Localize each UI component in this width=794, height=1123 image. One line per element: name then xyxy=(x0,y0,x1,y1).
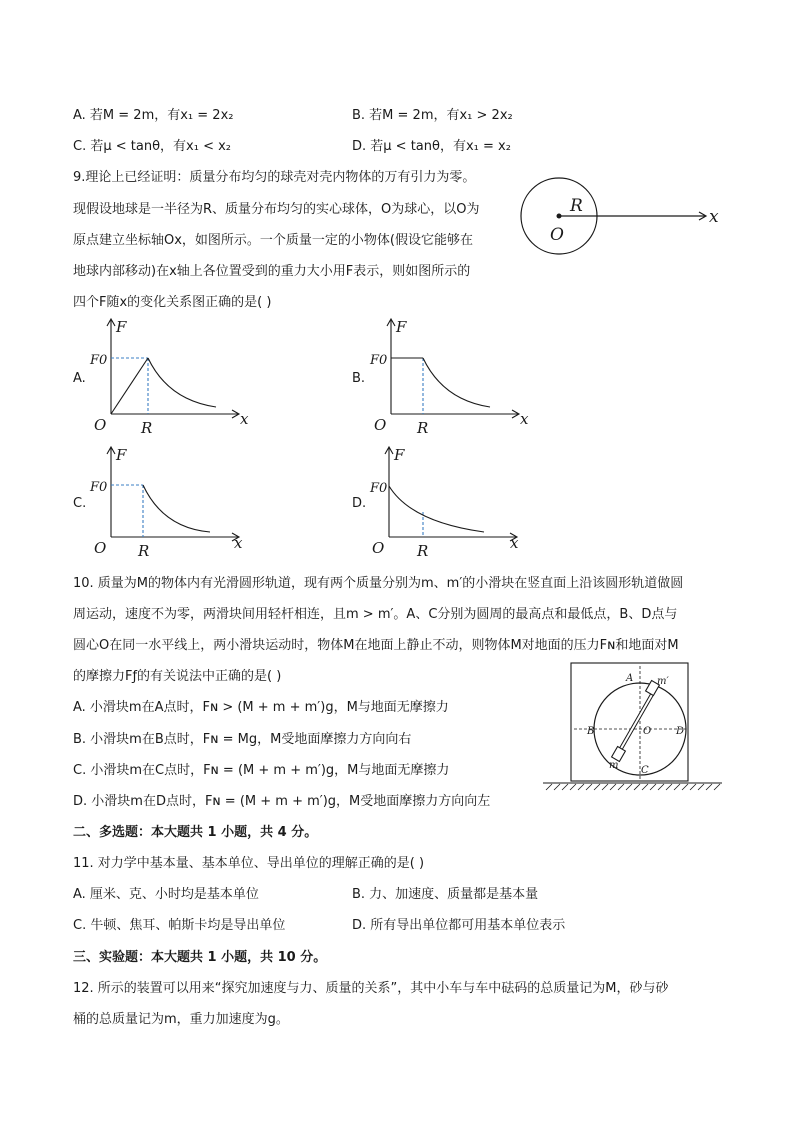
q10-line-2: 周运动，速度不为零，两滑块间用轻杆相连，且m > m′。A、C分别为圆周的最高点和最低点，B、D点与 xyxy=(73,607,678,622)
q9-line-2: 现假设地球是一半径为R、质量分布均匀的实心球体，O为球心，以O为 xyxy=(73,202,480,217)
q10-fig-label-c: C xyxy=(641,765,649,776)
q10-option-d: D. 小滑块m在D点时，Fɴ = (M + m + m′)g，M受地面摩擦力方向向左 xyxy=(73,794,491,809)
graph-b-o-label: O xyxy=(374,416,387,434)
q10-line-1: 10. 质量为M的物体内有光滑圆形轨道，现有两个质量分别为m、m′的小滑块在竖直面上沿该圆形轨道做圆 xyxy=(73,576,684,591)
q10-line-3: 圆心O在同一水平线上，两小滑块运动时，物体M在地面上静止不动，则物体M对地面的压力Fɴ和地面对M xyxy=(73,638,679,653)
q10-option-a: A. 小滑块m在A点时，Fɴ > (M + m + m′)g，M与地面无摩擦力 xyxy=(73,700,449,715)
graph-a-r-label: R xyxy=(141,419,153,437)
graph-c-f-label: F xyxy=(116,446,127,464)
graph-c xyxy=(88,440,258,562)
q9-line-3: 原点建立坐标轴Ox，如图所示。一个质量一定的小物体(假设它能够在 xyxy=(73,233,473,248)
q9-line-5: 四个F随x的变化关系图正确的是( ) xyxy=(73,295,272,310)
graph-d-f-label: F xyxy=(394,446,405,464)
graph-d xyxy=(366,440,536,562)
q10-fig-label-o: O xyxy=(643,726,652,737)
q10-track-figure xyxy=(540,660,725,792)
q10-fig-label-m-prime: m′ xyxy=(657,676,669,687)
graph-c-x-label: x xyxy=(234,534,243,552)
graph-d-o-label: O xyxy=(372,539,385,557)
graph-d-x-label: x xyxy=(510,534,519,552)
q8-option-b: B. 若M = 2m，有x₁ > 2x₂ xyxy=(352,108,513,123)
graph-a-f0-label: F0 xyxy=(90,353,108,368)
section-3-heading: 三、实验题：本大题共 1 小题，共 10 分。 xyxy=(73,950,327,965)
q11-option-a: A. 厘米、克、小时均是基本单位 xyxy=(73,887,259,902)
q9-fig-label-o: O xyxy=(550,225,564,245)
graph-a-option: A. xyxy=(73,371,86,386)
graph-b-f0-label: F0 xyxy=(370,353,388,368)
q9-fig-label-x: x xyxy=(709,207,719,227)
q10-option-b: B. 小滑块m在B点时，Fɴ = Mg，M受地面摩擦力方向向右 xyxy=(73,732,412,747)
section-2-heading: 二、多选题：本大题共 1 小题，共 4 分。 xyxy=(73,825,318,840)
q10-fig-label-b: B xyxy=(587,726,595,737)
graph-a-o-label: O xyxy=(94,416,107,434)
q11-stem: 11. 对力学中基本量、基本单位、导出单位的理解正确的是( ) xyxy=(73,856,425,871)
q8-option-d: D. 若μ < tanθ，有x₁ = x₂ xyxy=(352,139,511,154)
graph-a xyxy=(88,312,258,440)
q12-line-2: 桶的总质量记为m，重力加速度为g。 xyxy=(73,1012,289,1027)
q10-fig-label-d: D xyxy=(676,726,685,737)
q11-option-c: C. 牛顿、焦耳、帕斯卡均是导出单位 xyxy=(73,918,286,933)
graph-c-o-label: O xyxy=(94,539,107,557)
graph-d-option: D. xyxy=(352,496,367,511)
q12-line-1: 12. 所示的装置可以用来“探究加速度与力、质量的关系”，其中小车与车中砝码的总质量记为M，砂与砂 xyxy=(73,981,669,996)
q10-option-c: C. 小滑块m在C点时，Fɴ = (M + m + m′)g，M与地面无摩擦力 xyxy=(73,763,450,778)
graph-c-f0-label: F0 xyxy=(90,480,108,495)
graph-d-f0-label: F0 xyxy=(370,481,388,496)
q11-option-b: B. 力、加速度、质量都是基本量 xyxy=(352,887,539,902)
graph-a-f-label: F xyxy=(116,318,127,336)
graph-b xyxy=(368,312,538,440)
q10-fig-label-a: A xyxy=(626,673,634,684)
graph-c-r-label: R xyxy=(138,542,150,560)
graph-b-r-label: R xyxy=(417,419,429,437)
q10-fig-label-m: m xyxy=(609,760,619,771)
q9-earth-figure xyxy=(515,168,730,268)
graph-d-r-label: R xyxy=(417,542,429,560)
q9-line-4: 地球内部移动)在x轴上各位置受到的重力大小用F表示，则如图所示的 xyxy=(73,264,471,279)
q11-option-d: D. 所有导出单位都可用基本单位表示 xyxy=(352,918,566,933)
q10-line-4: 的摩擦力Fƒ的有关说法中正确的是( ) xyxy=(73,669,282,684)
q9-fig-label-r: R xyxy=(570,196,583,216)
q9-line-1: 9.理论上已经证明：质量分布均匀的球壳对壳内物体的万有引力为零。 xyxy=(73,170,476,185)
graph-b-x-label: x xyxy=(520,410,529,428)
graph-c-option: C. xyxy=(73,496,87,511)
graph-b-option: B. xyxy=(352,371,366,386)
q8-option-a: A. 若M = 2m，有x₁ = 2x₂ xyxy=(73,108,234,123)
q8-option-c: C. 若μ < tanθ，有x₁ < x₂ xyxy=(73,139,231,154)
graph-b-f-label: F xyxy=(396,318,407,336)
graph-a-x-label: x xyxy=(240,410,249,428)
